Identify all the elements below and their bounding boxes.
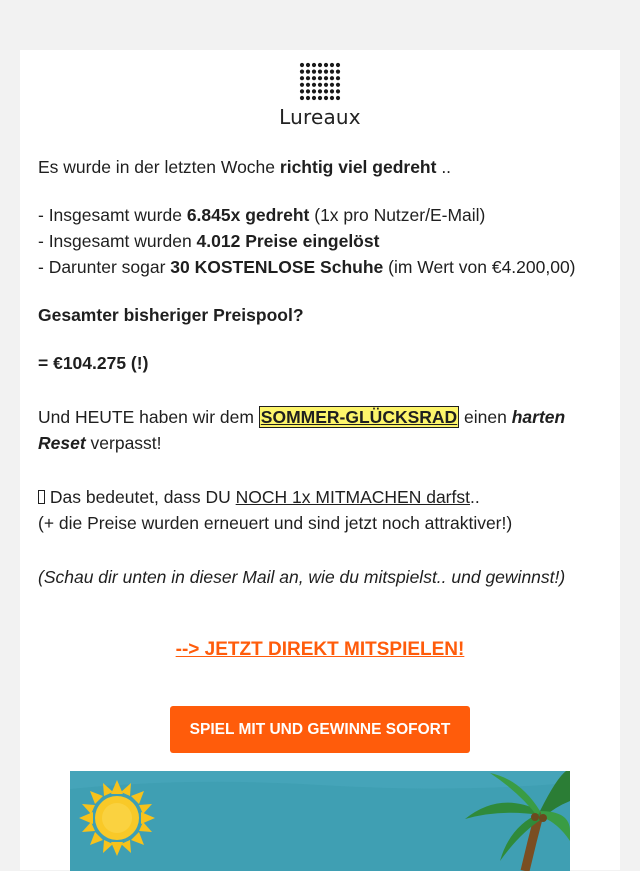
logo-dot bbox=[336, 83, 340, 87]
logo-dot bbox=[336, 96, 340, 100]
logo-dot bbox=[312, 96, 316, 100]
logo-dot bbox=[312, 63, 316, 67]
logo-dot bbox=[300, 63, 304, 67]
logo-dot bbox=[330, 76, 334, 80]
missing-glyph-box-icon bbox=[38, 490, 45, 504]
meaning-line2: (+ die Preise wurden erneuert und sind jetzt noch attraktiver!) bbox=[38, 513, 513, 533]
sun-icon bbox=[79, 780, 155, 856]
logo-dot bbox=[300, 76, 304, 80]
logo-dot bbox=[318, 96, 322, 100]
logo-dot bbox=[330, 70, 334, 74]
logo-dot bbox=[318, 89, 322, 93]
logo-dot bbox=[336, 89, 340, 93]
meaning-text: Das bedeutet, dass DU NOCH 1x MITMACHEN darfst.. bbox=[38, 484, 608, 510]
logo-dot bbox=[300, 96, 304, 100]
logo-dot bbox=[324, 96, 328, 100]
logo-dot bbox=[336, 63, 340, 67]
dot-grid-logo-icon bbox=[299, 62, 341, 102]
logo-dot bbox=[306, 83, 310, 87]
logo-dot bbox=[306, 70, 310, 74]
stat-line: - Insgesamt wurden 4.012 Preise eingelöst bbox=[38, 231, 380, 251]
intro-text: Es wurde in der letzten Woche richtig viel gedreht .. bbox=[38, 157, 452, 177]
logo-dot bbox=[318, 63, 322, 67]
summer-banner-image[interactable] bbox=[70, 771, 570, 871]
logo-dot bbox=[318, 70, 322, 74]
logo-dot bbox=[306, 96, 310, 100]
stat-line: - Insgesamt wurde 6.845x gedreht (1x pro Nutzer/E-Mail) bbox=[38, 205, 486, 225]
logo-dot bbox=[324, 63, 328, 67]
instruction-note: (Schau dir unten in dieser Mail an, wie du mitspielst.. und gewinnst!) bbox=[38, 567, 566, 587]
logo-dot bbox=[324, 76, 328, 80]
logo-dot bbox=[312, 70, 316, 74]
logo-dot bbox=[306, 63, 310, 67]
stat-line: - Darunter sogar 30 KOSTENLOSE Schuhe (im Wert von €4.200,00) bbox=[38, 257, 576, 277]
logo-dot bbox=[324, 83, 328, 87]
brand-logo bbox=[20, 62, 620, 129]
logo-dot bbox=[330, 83, 334, 87]
logo-dot bbox=[306, 89, 310, 93]
logo-dot bbox=[312, 76, 316, 80]
email-card bbox=[20, 50, 620, 870]
logo-dot bbox=[306, 76, 310, 80]
brand-name: Lureaux bbox=[279, 105, 361, 129]
logo-dot bbox=[336, 76, 340, 80]
logo-dot bbox=[318, 83, 322, 87]
email-body bbox=[38, 154, 608, 590]
logo-dot bbox=[330, 63, 334, 67]
reset-text: Und HEUTE haben wir dem SOMMER-GLÜCKSRAD einen harten Reset verpasst! bbox=[38, 407, 566, 453]
logo-dot bbox=[312, 89, 316, 93]
logo-dot bbox=[336, 70, 340, 74]
logo-dot bbox=[330, 89, 334, 93]
pool-question: Gesamter bisheriger Preispool? bbox=[38, 305, 304, 325]
logo-dot bbox=[300, 70, 304, 74]
logo-dot bbox=[300, 89, 304, 93]
play-and-win-button[interactable]: SPIEL MIT UND GEWINNE SOFORT bbox=[170, 706, 470, 753]
logo-dot bbox=[300, 83, 304, 87]
logo-dot bbox=[324, 89, 328, 93]
highlight-sommer-gluecksrad: SOMMER-GLÜCKSRAD bbox=[260, 407, 458, 427]
logo-dot bbox=[324, 70, 328, 74]
logo-dot bbox=[330, 96, 334, 100]
play-now-link[interactable]: --> JETZT DIREKT MITSPIELEN! bbox=[175, 639, 465, 660]
logo-dot bbox=[318, 76, 322, 80]
logo-dot bbox=[312, 83, 316, 87]
pool-value: = €104.275 (!) bbox=[38, 353, 149, 373]
